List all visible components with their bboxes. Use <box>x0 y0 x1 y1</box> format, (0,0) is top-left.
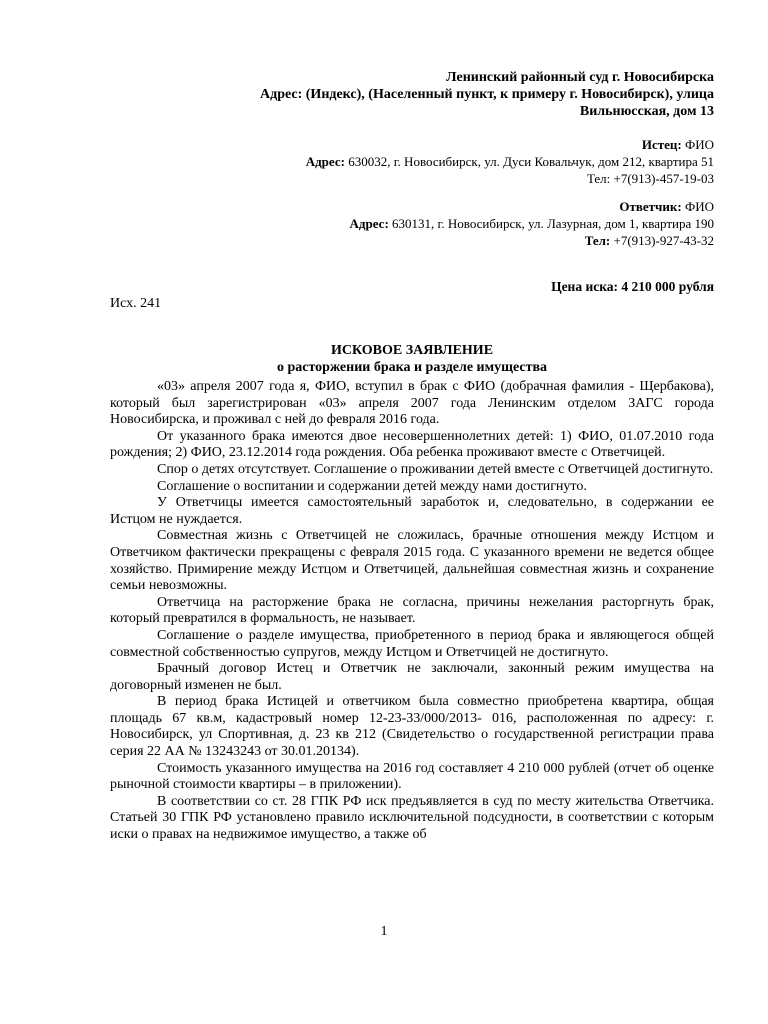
document-subtitle: о расторжении брака и разделе имущества <box>276 360 548 375</box>
court-address-line2: Вильнюсская, дом 13 <box>579 104 714 119</box>
paragraph: Брачный договор Истец и Ответчик не заключали, законный режим имущества на договорный изменен не был. <box>110 661 714 693</box>
claim-price: Цена иска: 4 210 000 рубля <box>551 279 714 294</box>
paragraph: Соглашение о разделе имущества, приобретенного в период брака и являющегося общей совместной собственностью супругов, между Истцом и Ответчицей не достигнуто. <box>110 627 714 660</box>
paragraph: У Ответчицы имеется самостоятельный заработок и, следовательно, в содержании ее Истцом не нуждается. <box>110 495 714 527</box>
plaintiff-address-line <box>154 153 714 170</box>
paragraph: От указанного брака имеются двое несовершеннолетних детей: 1) ФИО, 01.07.2010 года рождения; 2) ФИО, 23.12.2014 года рождения. Оба ребенка проживают вместе с Ответчицей. <box>110 428 714 461</box>
defendant-block <box>154 198 714 249</box>
paragraph: Стоимость указанного имущества на 2016 год составляет 4 210 000 рублей (отчет об оценке рыночной стоимости квартиры – в приложении). <box>110 760 714 793</box>
plaintiff-address-label: Адрес: <box>305 154 345 169</box>
defendant-address: 630131, г. Новосибирск, ул. Лазурная, дом 1, квартира 190 <box>392 216 714 231</box>
document-title: ИСКОВОЕ ЗАЯВЛЕНИЕ <box>330 343 494 358</box>
plaintiff-address: 630032, г. Новосибирск, ул. Дуси Ковальчук, дом 212, квартира 51 <box>348 154 714 169</box>
plaintiff-phone: Тел: +7(913)-457-19-03 <box>586 171 714 186</box>
court-name: Ленинский районный суд г. Новосибирска <box>446 70 714 85</box>
plaintiff-name: ФИО <box>684 137 714 152</box>
reference-number: Исх. 241 <box>110 296 162 311</box>
defendant-phone-label: Тел: <box>584 233 611 248</box>
document-body <box>110 379 714 844</box>
plaintiff-label: Истец: <box>641 137 682 152</box>
court-address-line1: Адрес: (Индекс), (Населенный пункт, к примеру г. Новосибирск), улица <box>260 87 714 102</box>
defendant-name: ФИО <box>684 199 714 214</box>
defendant-address-label: Адрес: <box>349 216 389 231</box>
plaintiff-block <box>154 136 714 187</box>
defendant-phone: +7(913)-927-43-32 <box>613 233 714 248</box>
paragraph: Совместная жизнь с Ответчицей не сложилась, брачные отношения между Истцом и Ответчиком фактически прекращены с февраля 2015 года. С указанного времени не ведется общее хозяйство. Примирение между Истцом и Ответчицей, дальнейшая совместная жизнь и сохранение семьи невозможны. <box>110 528 714 594</box>
page-number: 1 <box>380 924 388 939</box>
defendant-address-line <box>154 215 714 232</box>
paragraph: Соглашение о воспитании и содержании детей между нами достигнуто. <box>157 478 587 494</box>
defendant-name-line <box>154 198 714 215</box>
paragraph: «03» апреля 2007 года я, ФИО, вступил в брак с ФИО (добрачная фамилия - Щербакова), который был зарегистрирован «03» апреля 2007 года Ленинским отделом ЗАГС города Новосибирска, и проживал с ней до февраля 2016 года. <box>110 379 714 428</box>
plaintiff-name-line <box>154 136 714 153</box>
paragraph: В соответствии со ст. 28 ГПК РФ иск предъявляется в суд по месту жительства Ответчика. Статьей 30 ГПК РФ установлено правило исключительной подсудности, в соответствии с которым иски о правах на недвижимое имущество, а также об <box>110 793 714 843</box>
paragraph: В период брака Истицей и ответчиком была совместно приобретена квартира, общая площадь 67 кв.м, кадастровый номер 12-23-33/000/2013- 016, расположенная по адресу: г. Новосибирск, ул Спортивная, д. 23 кв 212 (Свидетельство о государственной регистрации права серия 22 АА № 13243243 от 30.01.20134). <box>110 694 714 760</box>
court-header <box>154 69 714 120</box>
defendant-phone-line <box>154 232 714 249</box>
paragraph: Ответчица на расторжение брака не согласна, причины нежелания расторгнуть брак, который превратился в формальность, не называет. <box>110 594 714 627</box>
paragraph: Спор о детях отсутствует. Соглашение о проживании детей вместе с Ответчицей достигнуто. <box>157 461 714 477</box>
defendant-label: Ответчик: <box>619 199 682 214</box>
